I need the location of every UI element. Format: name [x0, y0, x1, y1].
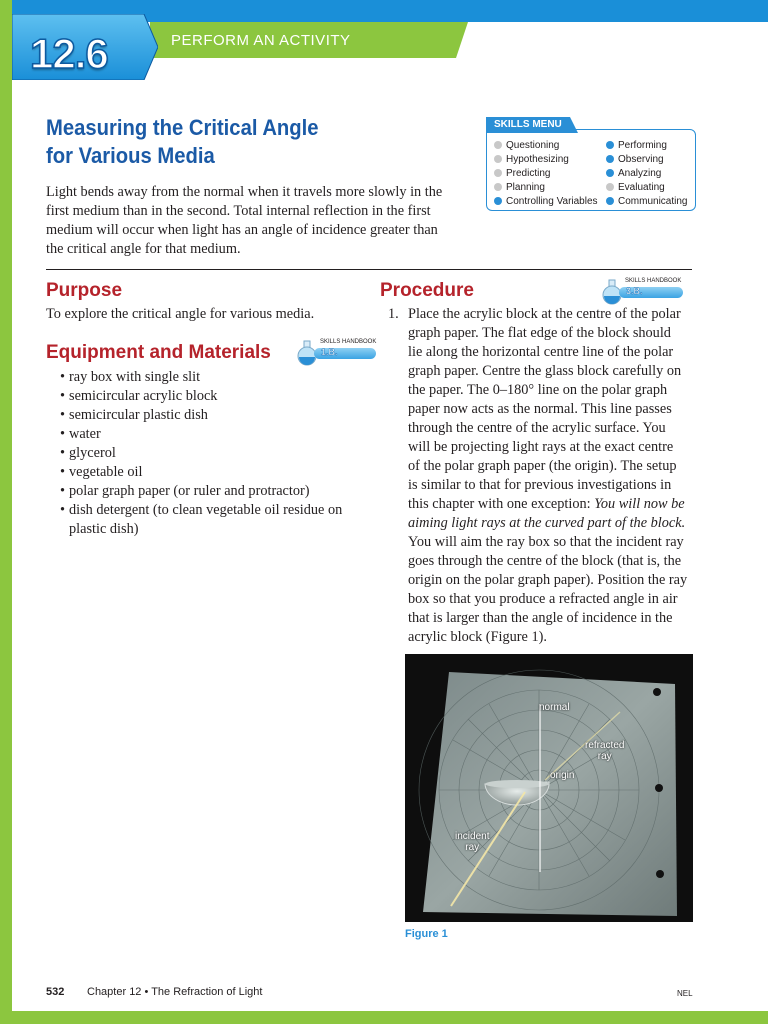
skill-label: Observing	[618, 154, 664, 165]
label-refracted-ray: refracted ray	[585, 740, 625, 762]
label-incident-ray: incident ray	[455, 831, 490, 853]
handbook-code: 1.B.	[321, 347, 338, 357]
polar-graph-photo	[405, 654, 693, 922]
skills-column-right	[606, 139, 687, 209]
publisher-mark: NEL	[677, 989, 693, 998]
skill-active-dot-icon	[606, 197, 614, 205]
left-color-band	[0, 0, 12, 1024]
procedure-heading: Procedure	[380, 280, 474, 301]
skill-item	[494, 181, 598, 195]
title-line: for Various Media	[46, 143, 215, 168]
bottom-color-band	[0, 1011, 768, 1024]
skills-menu-title: SKILLS MENU	[494, 119, 562, 130]
skill-label: Predicting	[506, 168, 551, 179]
purpose-heading: Purpose	[46, 280, 123, 301]
equipment-item: • semicircular plastic dish	[60, 406, 350, 425]
equipment-item: • vegetable oil	[60, 463, 350, 482]
handbook-label: SKILLS HANDBOOK	[625, 278, 682, 284]
equipment-list	[60, 368, 350, 539]
section-number: 12.6	[30, 30, 108, 77]
step-text	[408, 305, 688, 647]
equipment-item: • polar graph paper (or ruler and protractor)	[60, 482, 350, 501]
activity-title	[46, 114, 377, 170]
skill-item	[606, 195, 687, 209]
skill-active-dot-icon	[606, 141, 614, 149]
skill-label: Planning	[506, 182, 545, 193]
skill-item	[606, 153, 687, 167]
skill-label: Questioning	[506, 140, 560, 151]
intro-paragraph: Light bends away from the normal when it travels more slowly in the first medium than in the second. Total internal reflection in the first medium will occur when light has an angle of incidence greater than the critical angle for that medium.	[46, 184, 443, 257]
figure-caption: Figure 1	[405, 928, 448, 940]
skill-label: Hypothesizing	[506, 154, 569, 165]
step-text-emphasis: You will now be aiming light rays at the curved part of the block.	[408, 496, 686, 531]
skill-item	[606, 167, 687, 181]
equipment-item: • ray box with single slit	[60, 368, 350, 387]
equipment-item: • water	[60, 425, 350, 444]
skill-label: Analyzing	[618, 168, 662, 179]
skill-active-dot-icon	[606, 155, 614, 163]
skill-inactive-dot-icon	[606, 183, 614, 191]
handbook-label: SKILLS HANDBOOK	[320, 339, 377, 345]
skill-label: Evaluating	[618, 182, 665, 193]
skill-active-dot-icon	[606, 169, 614, 177]
skills-menu-tab	[486, 117, 578, 133]
label-normal: normal	[539, 702, 570, 713]
skill-inactive-dot-icon	[494, 155, 502, 163]
title-line: Measuring the Critical Angle	[46, 115, 319, 140]
chapter-title: Chapter 12 • The Refraction of Light	[87, 986, 263, 998]
skill-item	[606, 181, 687, 195]
skill-inactive-dot-icon	[494, 141, 502, 149]
page-number: 532	[46, 986, 65, 998]
skill-item	[606, 139, 687, 153]
skill-label: Performing	[618, 140, 667, 151]
step-number: 1.	[388, 306, 399, 322]
skill-item	[494, 153, 598, 167]
skill-label: Communicating	[618, 196, 688, 207]
skill-inactive-dot-icon	[494, 183, 502, 191]
skill-inactive-dot-icon	[494, 169, 502, 177]
section-number-tab	[12, 14, 158, 80]
equipment-item: • semicircular acrylic block	[60, 387, 350, 406]
skill-label: Controlling Variables	[506, 196, 598, 207]
section-label: PERFORM AN ACTIVITY	[171, 32, 351, 49]
skills-menu	[486, 117, 696, 211]
section-label-banner	[150, 22, 468, 58]
divider-rule	[46, 269, 692, 270]
skill-item	[494, 195, 598, 209]
equipment-item: • glycerol	[60, 444, 350, 463]
handbook-code: 3.B.	[626, 286, 643, 296]
skill-item	[494, 139, 598, 153]
purpose-text: To explore the critical angle for various media.	[46, 306, 315, 322]
label-origin: origin	[550, 770, 575, 781]
skill-item	[494, 167, 598, 181]
step-text-part: You will aim the ray box so that the incident ray goes through the centre of the block (that is, the origin on the polar graph paper). Position the ray box so that you produce a refracted angle in air that is larger than the angle of incidence in the acrylic block (Figure 1).	[408, 534, 688, 645]
equipment-item: • dish detergent (to clean vegetable oil residue on plastic dish)	[60, 501, 350, 539]
figure-photo	[405, 654, 693, 922]
skill-active-dot-icon	[494, 197, 502, 205]
equipment-heading: Equipment and Materials	[46, 342, 271, 363]
step-text-part: Place the acrylic block at the centre of the polar graph paper. The flat edge of the block should lie along the horizontal centre line of the polar graph paper. Centre the glass block carefully on the paper. The 0–180° line on the polar graph paper now acts as the normal. This line passes through the centre of the acrylic surface. You will be projecting light rays at the exact centre of the polar graph paper (the origin). The setup is similar to that for previous investigations in this chapter with one exception:	[408, 306, 682, 512]
skills-column-left	[494, 139, 598, 209]
